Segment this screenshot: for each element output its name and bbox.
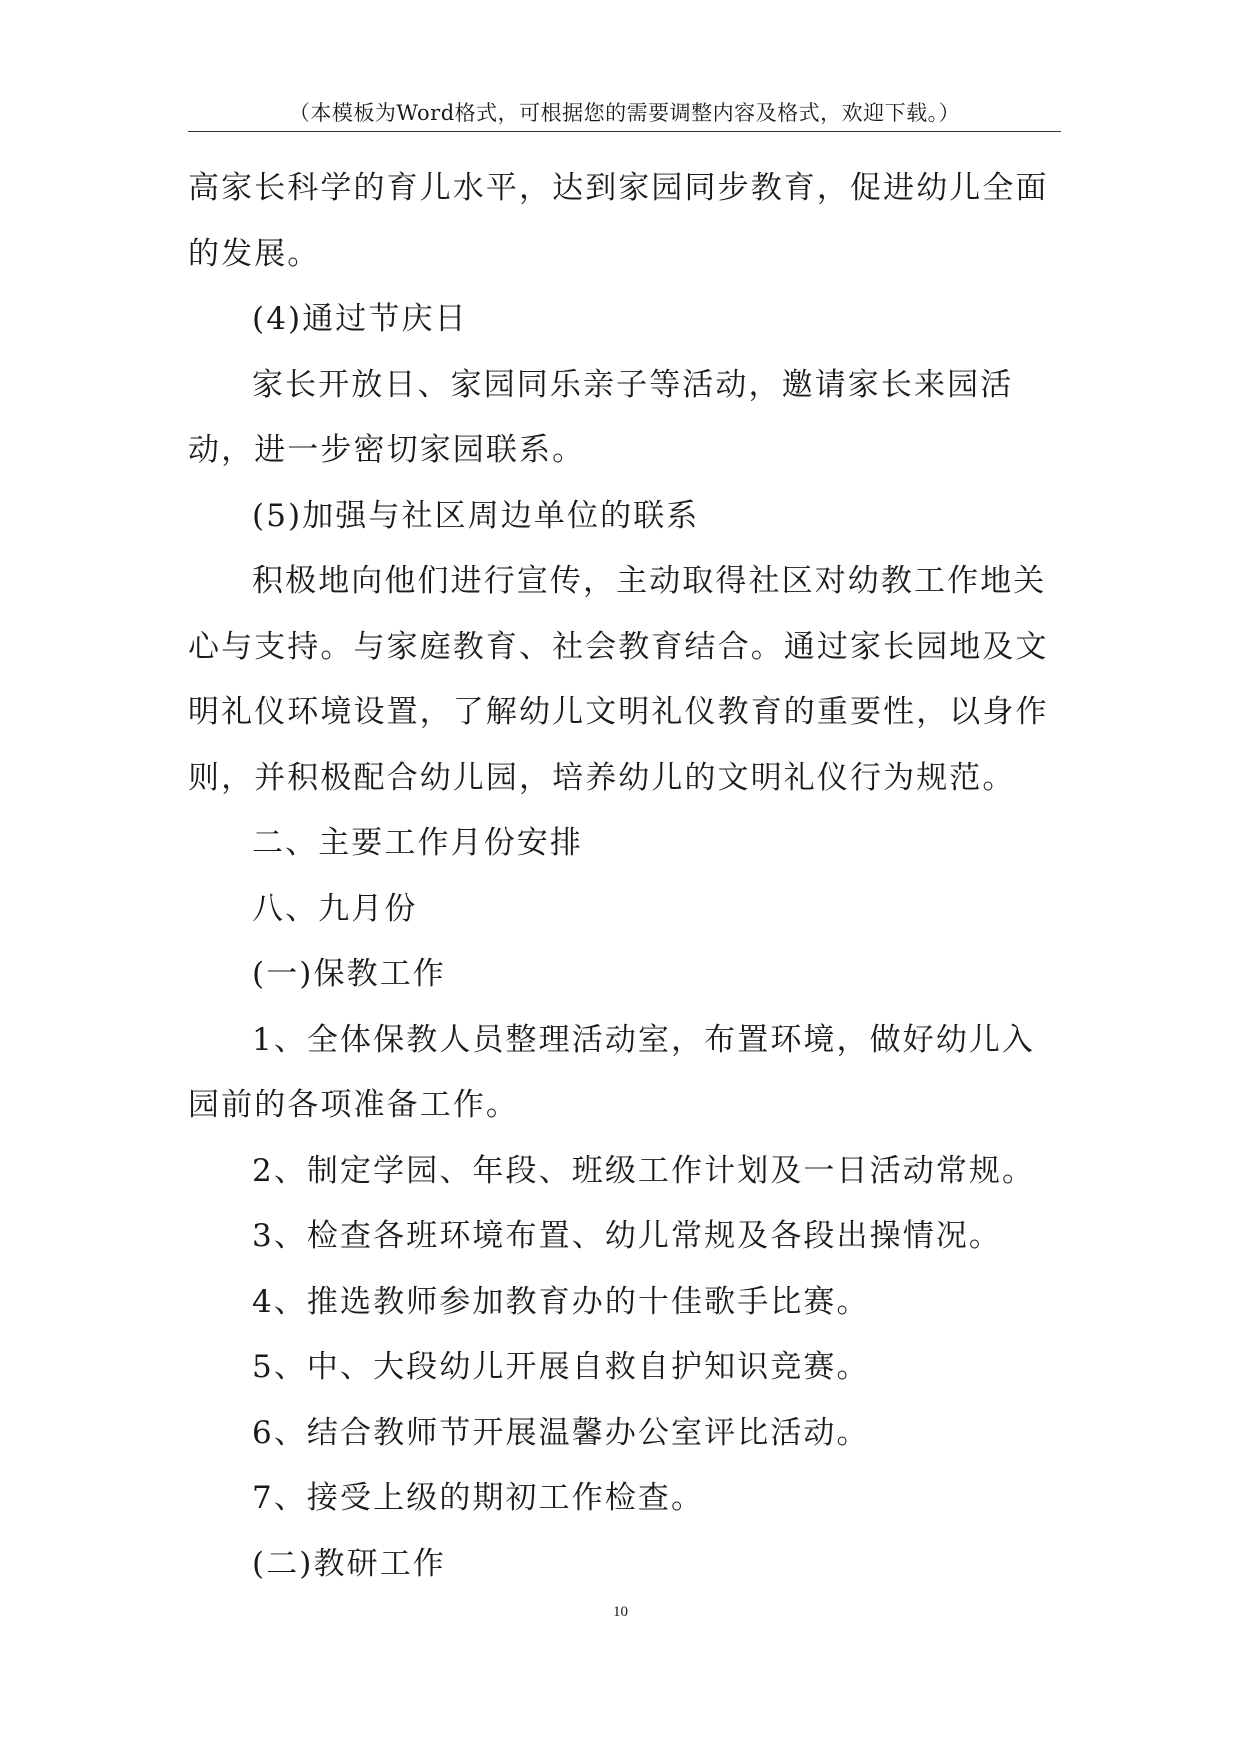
paragraph: (5)加强与社区周边单位的联系 <box>252 497 700 534</box>
page-number: 10 <box>613 1604 628 1620</box>
paragraph: (一)保教工作 <box>252 956 446 992</box>
paragraph: 7、接受上级的期初工作检查。 <box>252 1480 705 1516</box>
paragraph: (二)教研工作 <box>252 1545 446 1582</box>
paragraph: 6、结合教师节开展温馨办公室评比活动。 <box>252 1414 870 1451</box>
paragraph: 二、主要工作月份安排 <box>252 825 583 861</box>
paragraph: 八、九月份 <box>252 890 418 927</box>
paragraph: 1、全体保教人员整理活动室，布置环境，做好幼儿入园前的各项准备工作。 <box>188 1021 1036 1123</box>
paragraph: (4)通过节庆日 <box>252 301 468 337</box>
paragraph: 3、检查各班环境布置、幼儿常规及各段出操情况。 <box>252 1218 1003 1254</box>
paragraph: 2、制定学园、年段、班级工作计划及一日活动常规。 <box>252 1152 1036 1189</box>
paragraph: 积极地向他们进行宣传，主动取得社区对幼教工作地关心与支持。与家庭教育、社会教育结合。通过家长园地及文明礼仪环境设置，了解幼儿文明礼仪教育的重要性，以身作则，并积极配合幼儿园，培养幼儿的文明礼仪行为规范。 <box>188 563 1049 796</box>
paragraph: 家长开放日、家园同乐亲子等活动，邀请家长来园活动，进一步密切家园联系。 <box>188 366 1014 468</box>
header-divider <box>188 131 1061 132</box>
paragraph: 5、中、大段幼儿开展自救自护知识竞赛。 <box>252 1349 870 1385</box>
paragraph: 4、推选教师参加教育办的十佳歌手比赛。 <box>252 1283 870 1320</box>
paragraph: 高家长科学的育儿水平，达到家园同步教育，促进幼儿全面的发展。 <box>188 170 1049 272</box>
header-note: （本模板为Word格式，可根据您的需要调整内容及格式，欢迎下载。） <box>288 101 961 125</box>
document-body <box>188 156 1061 1597</box>
